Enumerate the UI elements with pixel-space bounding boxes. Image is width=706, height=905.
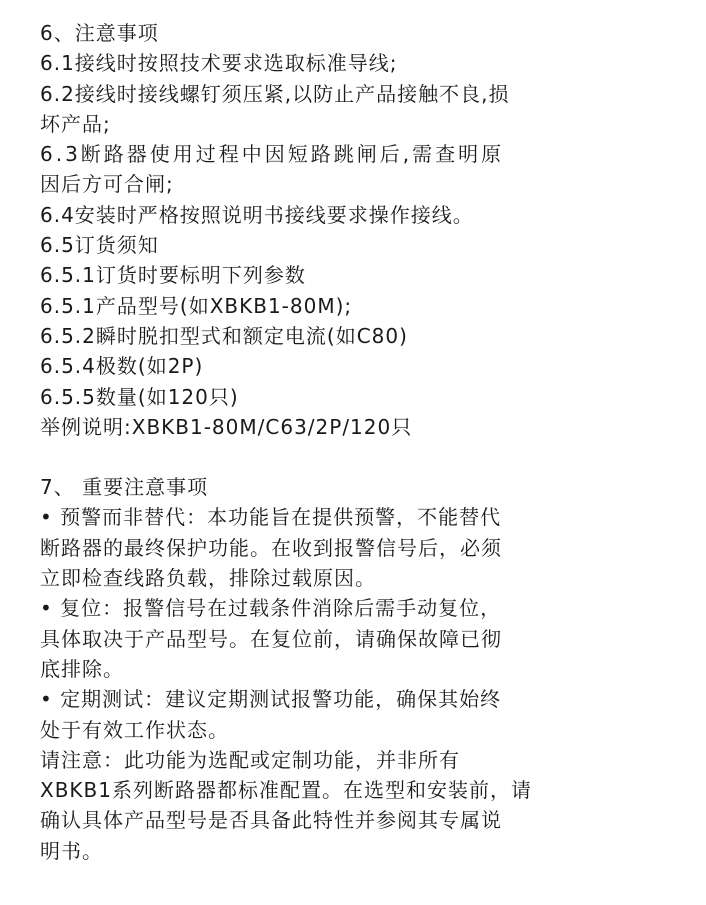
section-7-line-10: XBKB1系列断路器都标准配置。在选型和安装前，请 (40, 778, 532, 803)
section-6-line-4: 6.3断路器使用过程中因短路跳闸后,需查明原 (40, 142, 505, 167)
section-7-line-6: 底排除。 (40, 656, 124, 681)
section-6-line-13: 举例说明:XBKB1-80M/C63/2P/120只 (40, 414, 413, 439)
section-6-line-11: 6.5.4极数(如2P) (40, 354, 204, 379)
section-6-line-6: 6.4安装时严格按照说明书接线要求操作接线。 (40, 202, 474, 227)
section-6-line-10: 6.5.2瞬时脱扣型式和额定电流(如C80) (40, 323, 408, 348)
section-6-line-12: 6.5.5数量(如120只) (40, 384, 239, 409)
section-6-line-9: 6.5.1产品型号(如XBKB1-80M); (40, 293, 353, 318)
section-gap (40, 442, 670, 472)
section-6-line-8: 6.5.1订货时要标明下列参数 (40, 263, 306, 288)
section-6-line-7: 6.5订货须知 (40, 233, 159, 258)
section-7-line-8: 处于有效工作状态。 (40, 717, 229, 742)
section-7-title: 7、 重要注意事项 (40, 475, 209, 500)
section-6-line-5: 因后方可合闸; (40, 172, 174, 197)
section-6-line-1: 6.1接线时按照技术要求选取标准导线; (40, 51, 398, 76)
section-7-line-9: 请注意：此功能为选配或定制功能，并非所有 (40, 747, 460, 772)
section-7-line-5: 具体取决于产品型号。在复位前，请确保故障已彻 (40, 626, 502, 651)
section-6-title: 6、注意事项 (40, 21, 159, 45)
document-body (40, 18, 670, 866)
section-7-line-2: 断路器的最终保护功能。在收到报警信号后，必须 (40, 535, 502, 560)
section-7-line-4: • 复位：报警信号在过载条件消除后需手动复位， (40, 596, 502, 621)
section-7-line-3: 立即检查线路负载，排除过载原因。 (40, 566, 376, 591)
section-6-line-2: 6.2接线时接线螺钉须压紧,以防止产品接触不良,损 (40, 81, 510, 106)
section-7-line-7: • 定期测试：建议定期测试报警功能，确保其始终 (40, 687, 502, 712)
section-6-line-3: 坏产品; (40, 111, 111, 136)
section-7-line-12: 明书。 (40, 838, 103, 863)
section-7-line-11: 确认具体产品型号是否具备此特性并参阅其专属说 (40, 808, 502, 833)
section-7-line-1: • 预警而非替代：本功能旨在提供预警，不能替代 (40, 505, 502, 530)
